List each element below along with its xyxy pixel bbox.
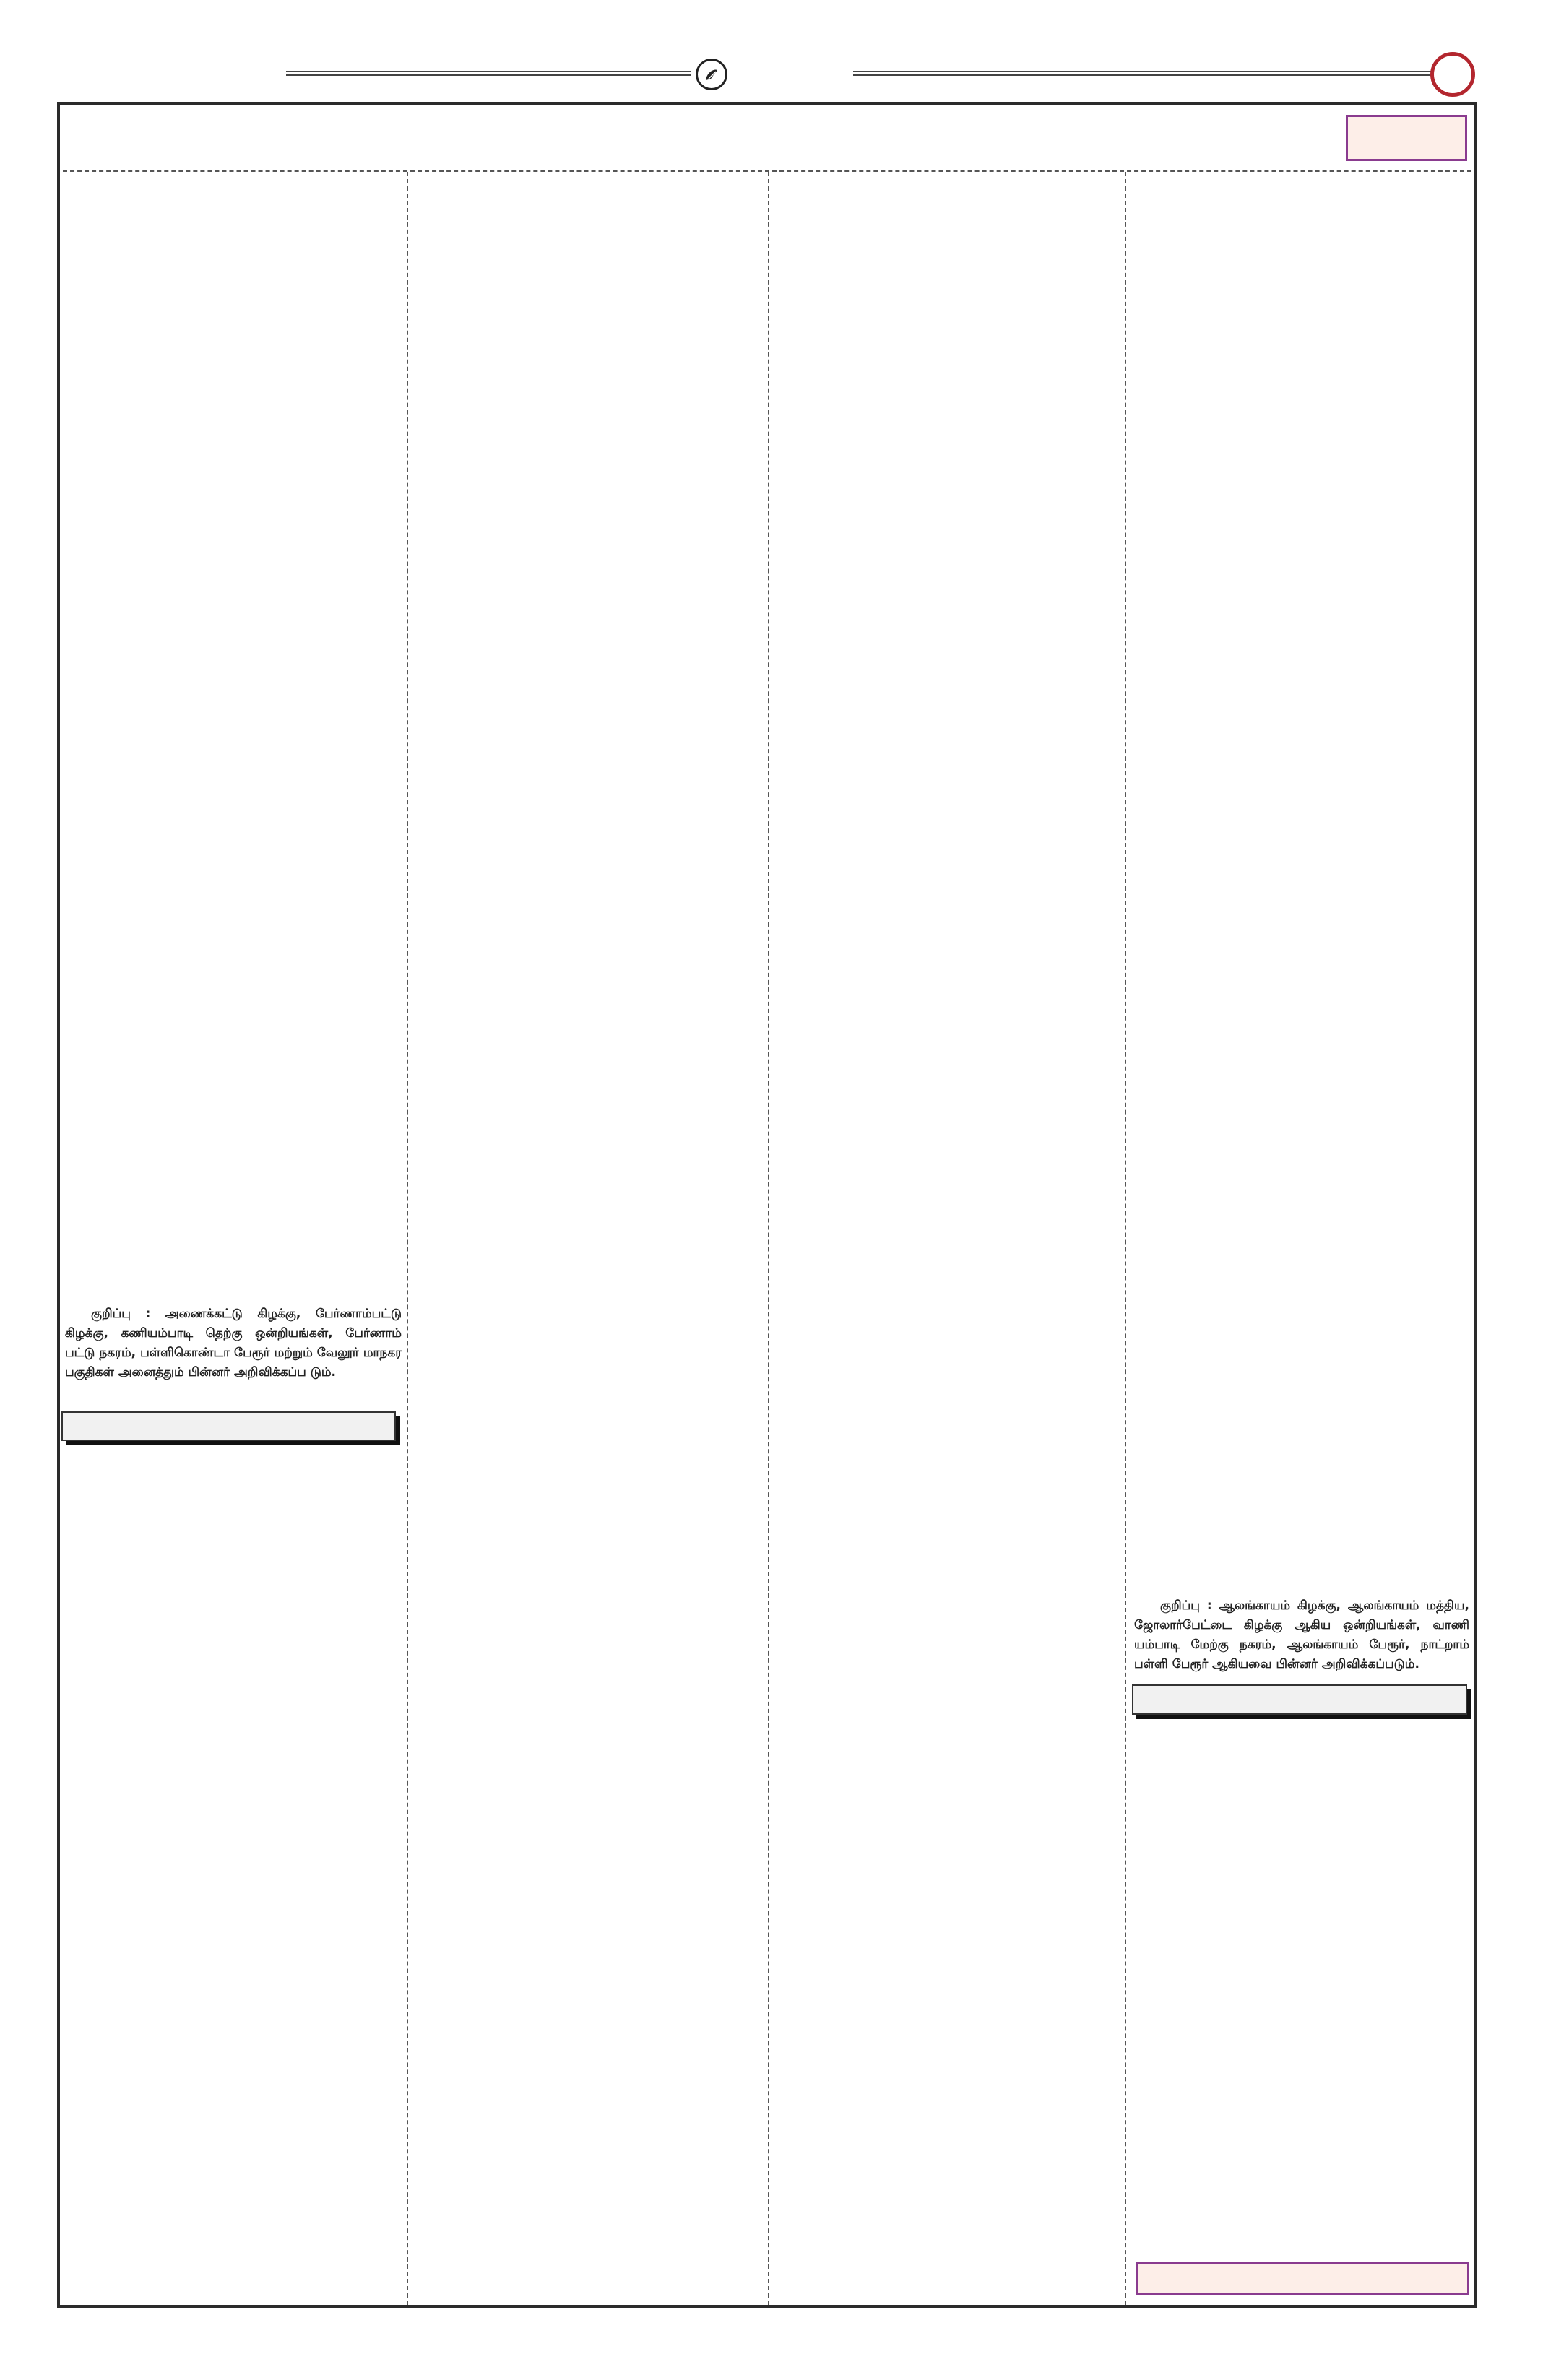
header-rule-left <box>286 71 691 76</box>
circle-badge-icon <box>1430 52 1475 97</box>
footer-stamp-box <box>1136 2262 1469 2295</box>
rising-sun-emblem-icon <box>701 64 722 85</box>
left-column-shadow-box <box>61 1411 396 1441</box>
right-column-shadow-box <box>1132 1684 1467 1715</box>
header-rule-right <box>853 71 1432 76</box>
column-divider-3 <box>1125 172 1126 2305</box>
header-stamp-box <box>1346 115 1467 161</box>
page-frame <box>57 102 1477 2308</box>
header-divider <box>63 170 1471 172</box>
right-column-note: குறிப்பு : ஆலங்காயம் கிழக்கு, ஆலங்காயம் மத்திய, ஜோலார்பேட்டை கிழக்கு ஆகிய ஒன்றியங்கள், வாணி யம்பாடி மேற்கு நகரம், ஆலங்காயம் பேரூர், நாட்றாம் பள்ளி பேரூர் ஆகியவை பின்னர் அறிவிக்கப்படும். <box>1134 1598 1469 1671</box>
emblem-icon <box>696 59 727 90</box>
column-divider-1 <box>407 172 408 2305</box>
left-column-note: குறிப்பு : அணைக்கட்டு கிழக்கு, பேர்ணாம்பட்டு கிழக்கு, கணியம்பாடி தெற்கு ஒன்றியங்கள், பேர்ணாம் பட்டு நகரம், பள்ளிகொண்டா பேரூர் மற்றும் வேலூர் மாநகர பகுதிகள் அனைத்தும் பின்னர் அறிவிக்கப்ப டும். <box>65 1307 402 1380</box>
column-divider-2 <box>768 172 769 2305</box>
